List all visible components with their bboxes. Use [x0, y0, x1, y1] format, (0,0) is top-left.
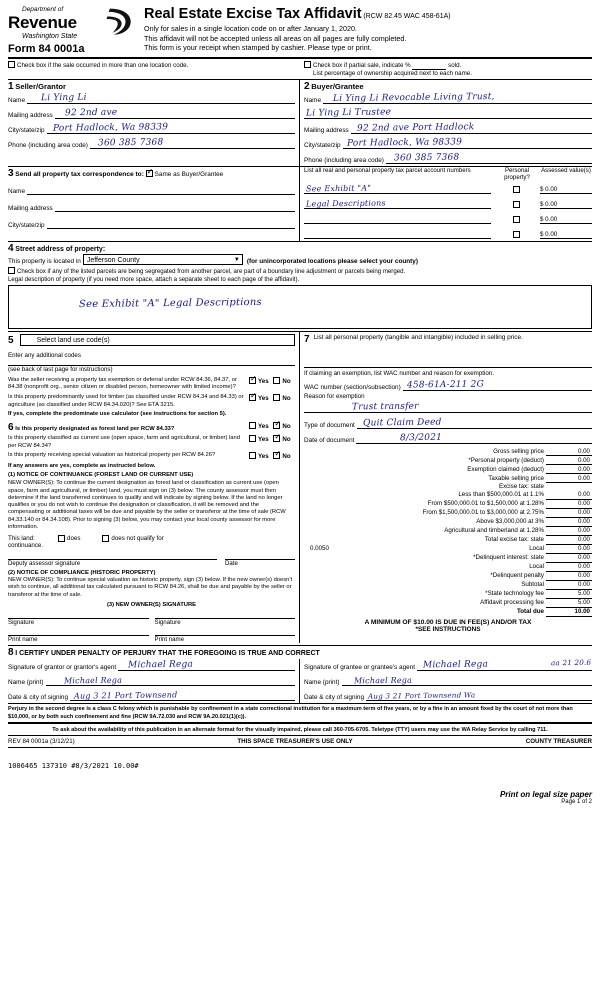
chevron-down-icon[interactable]: ▼ — [233, 257, 240, 263]
see-instructions-note: *SEE INSTRUCTIONS — [415, 625, 481, 633]
row-label: Taxable selling price — [488, 474, 544, 482]
wac-number-field[interactable] — [403, 379, 592, 391]
section-3-heading: Send all property tax correspondence to: — [15, 171, 144, 178]
county-value: Jefferson County — [86, 256, 140, 264]
table-row-local — [304, 544, 592, 553]
wac-number-label: WAC number (section/subsection) — [304, 384, 401, 391]
row-label: *Personal property (deduct) — [468, 456, 544, 464]
row-amount: 0.00 — [546, 456, 592, 465]
seller-phone-label: Phone (including area code) — [8, 142, 88, 149]
grantor-name-field[interactable] — [46, 674, 295, 686]
grantor-signature-field[interactable] — [118, 659, 295, 671]
partial-sale-sold: sold. — [448, 62, 462, 69]
continuance-label: continuance. — [8, 541, 44, 549]
parcel-personal-checkbox[interactable] — [513, 216, 520, 223]
seller-phone-value: 360 385 7368 — [97, 137, 164, 149]
parcel-row[interactable] — [304, 197, 491, 209]
legal-desc-note: Legal description of property (if you need more space, attach a separate sheet to each page of the affidavit). — [8, 276, 300, 283]
grantor-signature-block — [8, 659, 300, 703]
grantee-date-city-value: Aug 3 21 Port Townsend Wa — [367, 690, 476, 701]
row-label: Above $3,000,000 at 3% — [476, 518, 544, 525]
section-4 — [8, 242, 592, 332]
row-label: Gross selling price — [493, 447, 544, 455]
see-back-note: (see back of last page for instructions) — [8, 366, 113, 373]
correspondence-block — [8, 167, 300, 241]
table-row — [304, 607, 592, 616]
treasurer-use-label: THIS SPACE TREASURER'S USE ONLY — [237, 738, 353, 746]
multi-location-label: Check box if the sale occurred in more than one location code. — [17, 62, 189, 69]
q-forest-yes-checkbox[interactable] — [249, 422, 256, 429]
row-amount: 5.00 — [546, 598, 592, 607]
section-7 — [300, 332, 592, 643]
table-row — [304, 553, 592, 562]
ifyes-note: If yes, complete the predominate use calculator (see instructions for section 5). — [8, 410, 227, 417]
form-number: Form 84 0001a — [8, 43, 85, 55]
seller-mailing-field[interactable] — [55, 107, 295, 119]
form-title-block — [138, 6, 592, 53]
corr-mailing-label: Mailing address — [8, 205, 53, 212]
parcel-personal-checkbox[interactable] — [513, 186, 520, 193]
table-row — [304, 535, 592, 544]
enter-additional-codes-label: Enter any additional codes — [8, 352, 81, 359]
personal-property-heading: Personal property? — [504, 167, 530, 181]
table-row — [304, 474, 592, 483]
assessed-value-heading: Assessed value(s) — [541, 167, 591, 174]
margin-annotation: aa 21 20.6 — [550, 657, 592, 668]
row-amount — [546, 483, 592, 491]
section-8-number: 8 — [8, 647, 14, 659]
buyer-name-field[interactable] — [323, 92, 592, 104]
q-currentuse-no-checkbox[interactable] — [273, 435, 280, 442]
county-treasurer-label: COUNTY TREASURER — [525, 738, 592, 746]
grantor-name-value: Michael Rega — [63, 675, 122, 686]
grantee-signature-label: Signature of grantee or grantee's agent — [304, 664, 416, 672]
grantee-signature-block — [300, 659, 592, 703]
bottom-bar — [8, 736, 592, 748]
parcel-list-block — [300, 167, 592, 241]
buyer-name-field-2[interactable] — [304, 107, 592, 119]
grantor-date-city-label: Date & city of signing — [8, 694, 69, 702]
no-label: No — [282, 452, 291, 460]
yes-label: Yes — [258, 452, 269, 460]
section-3-number: 3 — [8, 168, 14, 179]
row-amount: 0.00 — [546, 544, 592, 553]
q-exemption-no-checkbox[interactable] — [273, 377, 280, 384]
grantee-signature-value: Michael Rega — [422, 659, 489, 671]
location-partial-row — [8, 59, 592, 80]
notice1-body: NEW OWNER(S): To continue the current designation as forest land or classification as current use (open space, farm and agricultural, or timber) land, you must sign on (3) below. The county assessor must then determine if the land transferred continues to qualify and will indicate by signing below. If the land no longer qualifies or you do not wish to continue the designation or classification, it will be removed and the compensating or additional taxes will be due and payable by the seller or transferor at the time of sale (RCW 84.33.140 or 84.34.108). Prior to signing (3) below, you may contact your local county assessor for more information. — [8, 480, 286, 530]
row-label: Excise tax: state — [498, 483, 544, 490]
table-row — [304, 589, 592, 598]
section-4-heading: Street address of property: — [15, 246, 106, 253]
county-select[interactable] — [83, 254, 243, 265]
rev-code: REV 84 0001a (3/12/21) — [8, 738, 75, 746]
row-label: From $500,000.01 to $1,500,000 at 1.28% — [427, 500, 544, 507]
buyer-mailing-value: 92 2nd ave Port Hadlock — [356, 122, 475, 134]
revenue-swoosh-icon — [106, 6, 132, 36]
row-amount: 0.00 — [546, 535, 592, 544]
q-exemption-yes-checkbox[interactable] — [249, 377, 256, 384]
row-amount: 0.00 — [546, 562, 592, 571]
local-rate-value: 0.0050 — [310, 545, 329, 552]
seller-csz-label: City/state/zip — [8, 127, 45, 134]
deputy-assessor-date-label: Date — [225, 559, 238, 567]
printname-label: Print name — [8, 636, 38, 644]
no-label: No — [282, 378, 291, 385]
row-label: Local — [529, 563, 544, 570]
same-as-buyer-checkbox[interactable] — [146, 170, 153, 177]
located-in-label: This property is located in — [8, 258, 81, 265]
parcel-value: See Exhibit "A" — [305, 183, 372, 194]
signature-label: Signature — [8, 619, 35, 627]
seller-mailing-value: 92 2nd ave — [64, 107, 118, 119]
table-row — [304, 491, 592, 500]
table-row — [304, 465, 592, 474]
row-label: *State technology fee — [485, 590, 544, 597]
parcel-row[interactable] — [304, 212, 491, 224]
buyer-phone-label: Phone (including area code) — [304, 157, 384, 164]
signature-row — [8, 659, 592, 703]
grantee-date-city-label: Date & city of signing — [304, 694, 365, 702]
notice1-title: (1) NOTICE OF CONTINUANCE (FOREST LAND OR CURRENT USE) — [8, 472, 194, 479]
printname-label: Print name — [154, 636, 184, 644]
multi-location-checkbox[interactable] — [8, 61, 15, 68]
section-5-number: 5 — [8, 334, 14, 346]
buyer-phone-value: 360 385 7368 — [393, 152, 460, 164]
q-currentuse-yes-checkbox[interactable] — [249, 435, 256, 442]
row-amount: 0.00 — [546, 508, 592, 517]
row-amount: 0.00 — [546, 580, 592, 589]
section-7-number: 7 — [304, 334, 310, 345]
q-historic-text: Is this property receiving special valuation as historical property per RCW 84.26? — [8, 451, 216, 458]
grantor-signature-label: Signature of grantor or grantor's agent — [8, 664, 117, 672]
row-label: Local — [529, 545, 544, 552]
section-4-number: 4 — [8, 243, 14, 254]
revenue-wordmark: Revenue — [8, 13, 77, 32]
this-land-label: This land: — [8, 534, 35, 542]
header-line-1: Only for sales in a single location code on or after January 1, 2020. — [144, 24, 357, 33]
table-row — [304, 517, 592, 526]
legal-description-value: See Exhibit "A" Legal Descriptions — [78, 296, 262, 311]
section-7-heading: List all personal property (tangible and intangible) included in selling price. — [313, 334, 523, 341]
seller-block — [8, 80, 300, 166]
yes-label: Yes — [258, 395, 269, 403]
table-row — [304, 571, 592, 580]
document-date-label: Date of document — [304, 437, 355, 444]
buyer-name-label: Name — [304, 97, 322, 104]
row-label: *Delinquent penalty — [490, 572, 544, 579]
section-1-number: 1 — [8, 81, 14, 92]
q-predominant-yes-checkbox[interactable] — [249, 394, 256, 401]
table-row — [304, 526, 592, 535]
row-amount: 0.00 — [546, 465, 592, 474]
land-does-not-checkbox[interactable] — [102, 535, 109, 542]
q-currentuse-text: Is this property classified as current use (open space, farm and agricultural, or timber) land per RCW 84.34? — [8, 435, 240, 449]
land-does-checkbox[interactable] — [58, 535, 65, 542]
table-row — [304, 447, 592, 456]
department-label: Department of — [22, 6, 64, 13]
grantee-name-label: Name (print) — [304, 679, 340, 687]
grantee-date-city-field[interactable] — [366, 689, 592, 701]
page-title: Real Estate Excise Tax Affidavit — [144, 6, 362, 22]
treasurer-stamp: 1006465 137310 #8/3/2021 10.00# — [8, 762, 139, 771]
row-amount: 10.00 — [546, 607, 592, 616]
buyer-mailing-field[interactable] — [351, 122, 592, 134]
row-amount: 0.00 — [546, 474, 592, 483]
seller-name-field[interactable] — [27, 92, 295, 104]
row-amount: 0.00 — [546, 553, 592, 562]
exemption-claim-note: If claiming an exemption, list WAC number and reason for exemption. — [304, 367, 592, 377]
partial-sale-label: Check box if partial sale, indicate % — [313, 62, 411, 69]
corr-csz-field[interactable] — [47, 217, 295, 229]
q-forest-no-checkbox[interactable] — [273, 422, 280, 429]
table-row — [304, 562, 592, 571]
table-row — [304, 483, 592, 491]
deputy-assessor-signature-label: Deputy assessor signature — [8, 559, 81, 567]
buyer-csz-label: City/state/zip — [304, 142, 341, 149]
table-row — [304, 508, 592, 517]
no-label: No — [282, 395, 291, 403]
row-amount: 0.00 — [546, 526, 592, 535]
section-2-number: 2 — [304, 81, 310, 92]
no-label: No — [282, 423, 291, 431]
yes-label: Yes — [258, 423, 269, 431]
agency-logo-block — [8, 6, 138, 55]
parcel-amount: $ 0.00 — [540, 201, 592, 209]
document-type-value: Quit Claim Deed — [362, 417, 442, 429]
print-note: Print on legal size paper — [499, 790, 592, 800]
q-forest-text: Is this property designated as forest land per RCW 84.33? — [15, 426, 175, 433]
section-8-heading: I CERTIFY UNDER PENALTY OF PERJURY THAT THE FOREGOING IS TRUE AND CORRECT — [15, 650, 320, 658]
county-note: (for unincorporated locations please select your county) — [246, 258, 418, 265]
row-label: *Delinquent interest: state — [473, 554, 544, 561]
document-date-field[interactable] — [356, 432, 592, 444]
segregated-checkbox[interactable] — [8, 267, 15, 274]
segregated-note: Check box if any of the listed parcels are being segregated from another parcel, are part of a boundary line adjustment or parcels being merged. — [17, 268, 406, 275]
ada-text: To ask about the availability of this publication in an alternate format for the visually impaired, please call 360-705-6705. Teletype (TTY) users may use the WA Relay Service by calling 711. — [52, 726, 548, 733]
form-header — [8, 6, 592, 59]
row-label: From $1,500,000.01 to $3,000,000 at 2.75% — [422, 509, 544, 516]
seller-heading: Seller/Grantor — [15, 82, 66, 91]
parcel-heading: List all real and personal property tax parcel account numbers — [304, 167, 471, 174]
ada-note — [8, 724, 592, 737]
parcel-row[interactable] — [304, 227, 491, 239]
grantor-signature-value: Michael Rega — [128, 659, 194, 671]
seller-buyer-section — [8, 80, 592, 167]
row-amount: 0.00 — [546, 571, 592, 580]
partial-sale-checkbox[interactable] — [304, 61, 311, 68]
wac-number-value: 458-61A-211 2G — [406, 379, 484, 391]
buyer-csz-value: Port Hadlock, Wa 98339 — [346, 137, 462, 149]
q-predominant-no-checkbox[interactable] — [273, 394, 280, 401]
land-use-code-select[interactable] — [20, 334, 295, 346]
document-date-value: 8/3/2021 — [400, 432, 443, 444]
tax-computation-table — [304, 447, 592, 617]
header-line-3: This form is your receipt when stamped by cashier. Please type or print. — [144, 43, 372, 53]
seller-csz-value: Port Hadlock, Wa 98339 — [52, 122, 168, 134]
row-label: Total due — [516, 608, 544, 615]
corr-name-field[interactable] — [27, 183, 295, 195]
row-amount: 0.00 — [546, 499, 592, 508]
buyer-mailing-label: Mailing address — [304, 127, 349, 134]
page-number: Page 1 of 2 — [561, 799, 592, 806]
title-rcw-ref: (RCW 82.45 WAC 458-61A) — [363, 13, 451, 20]
minimum-due-note: A MINIMUM OF $10.00 IS DUE IN FEE(S) AND/OR TAX — [364, 618, 532, 626]
grantor-name-label: Name (print) — [8, 679, 44, 687]
section-5-7-row — [8, 332, 592, 643]
parcel-amount: $ 0.00 — [540, 216, 592, 224]
row-label: Subtotal — [521, 581, 544, 588]
row-label: Exemption claimed (deduct) — [467, 465, 544, 473]
notice2-title: (2) NOTICE OF COMPLIANCE (HISTORIC PROPERTY) — [8, 569, 156, 576]
signature-label: Signature — [154, 619, 181, 627]
yes-label: Yes — [258, 436, 269, 444]
grantor-date-city-field[interactable] — [70, 689, 295, 701]
table-row — [304, 499, 592, 508]
table-row — [304, 456, 592, 465]
buyer-csz-field[interactable] — [343, 137, 592, 149]
parcel-row[interactable] — [304, 182, 491, 194]
legal-description-box[interactable] — [8, 285, 592, 329]
partial-sale-note: List percentage of ownership acquired next to each name. — [313, 70, 472, 77]
row-label: Less than $500,000.01 at 1.1% — [458, 491, 544, 499]
grantor-date-city-value: Aug 3 21 Port Townsend — [73, 690, 178, 701]
row-amount: 0.00 — [546, 491, 592, 500]
row-label: Total excise tax: state — [484, 536, 544, 543]
reason-exemption-field[interactable] — [304, 400, 592, 413]
buyer-block — [300, 80, 592, 166]
row-amount: 5.00 — [546, 589, 592, 598]
additional-codes-field[interactable] — [8, 359, 295, 366]
table-row — [304, 598, 592, 607]
q-exemption-text: Was the seller receiving a property tax exemption or deferral under RCW 84.36, 84.37, or 84.38 (nonprofit org., senior citizen or disabled person, homeowner with limited income)? — [8, 377, 237, 391]
row-label: Affidavit processing fee — [480, 599, 544, 606]
buyer-phone-field[interactable] — [386, 152, 592, 164]
row-amount: 0.00 — [546, 517, 592, 526]
parcel-amount: $ 0.00 — [540, 231, 592, 239]
same-as-buyer-label: Same as Buyer/Grantee — [154, 171, 224, 178]
notice2-body: NEW OWNER(S): To continue special valuation as historic property, sign (3) below. If the new owner(s) doesn't wish to continue, all additional tax calculated pursuant to RCW 84.26, shall be due and payable by the seller or transferor at the time of sale. — [8, 577, 293, 598]
seller-csz-field[interactable] — [47, 122, 295, 134]
land-use-code-label: Select land use code(s) — [36, 337, 110, 344]
corr-mailing-field[interactable] — [55, 200, 295, 212]
corr-csz-label: City/state/zip — [8, 222, 45, 229]
parcel-personal-checkbox[interactable] — [513, 201, 520, 208]
section-3 — [8, 167, 592, 242]
does-not-label: does not qualify for — [111, 534, 164, 542]
reason-exemption-label: Reason for exemption — [304, 393, 365, 400]
parcel-value: Legal Descriptions — [305, 198, 386, 209]
row-amount: 0.00 — [546, 447, 592, 456]
table-row — [304, 580, 592, 589]
perjury-text: Perjury in the second degree is a class C felony which is punishable by confinement in a state correctional institution for a maximum term of five years, or by a fine in an amount fixed by the court of not more than $10,000, or by both such confinement and fine (RCW 9A.72.030 and RCW 9A.20.021(1)(c)). — [8, 706, 573, 720]
header-line-2: This affidavit will not be accepted unless all areas on all pages are fully completed. — [144, 33, 407, 43]
buyer-name-value-2: Li Ying Li Trustee — [305, 107, 392, 119]
q-predominant-text: Is this property predominantly used for timber (as classified under RCW 84.34 and 84.33) or agriculture (as classified under RCW 84.34.020)? See ETA 3215. — [8, 394, 244, 408]
q-historic-yes-checkbox[interactable] — [249, 452, 256, 459]
row-label: Agricultural and timberland at 1.28% — [444, 527, 544, 534]
reason-exemption-value: Trust transfer — [351, 401, 419, 413]
seller-name-label: Name — [8, 97, 26, 104]
yes-label: Yes — [258, 378, 269, 385]
perjury-note — [8, 704, 592, 723]
buyer-heading: Buyer/Grantee — [311, 82, 364, 91]
no-label: No — [282, 436, 291, 444]
buyer-name-value: Li Ying Li Revocable Living Trust, — [333, 92, 495, 104]
q-historic-no-checkbox[interactable] — [273, 452, 280, 459]
seller-phone-field[interactable] — [90, 137, 295, 149]
parcel-amount: $ 0.00 — [540, 186, 592, 194]
grantee-name-field[interactable] — [342, 674, 592, 686]
section-5 — [8, 332, 300, 643]
parcel-personal-checkbox[interactable] — [513, 231, 520, 238]
grantee-name-value: Michael Rega — [353, 675, 412, 686]
document-type-label: Type of document — [304, 422, 355, 429]
if-any-yes-note: If any answers are yes, complete as instructed below. — [8, 462, 156, 469]
document-type-field[interactable] — [357, 417, 592, 429]
section-6-number: 6 — [8, 422, 14, 434]
does-label: does — [67, 534, 81, 542]
seller-name-value: Li Ying Li — [41, 92, 87, 104]
corr-name-label: Name — [8, 188, 26, 195]
state-label: Washington State — [22, 33, 78, 40]
seller-mailing-label: Mailing address — [8, 112, 53, 119]
notice3-title: (3) NEW OWNER(S) SIGNATURE — [106, 601, 197, 608]
section-8 — [8, 645, 592, 704]
